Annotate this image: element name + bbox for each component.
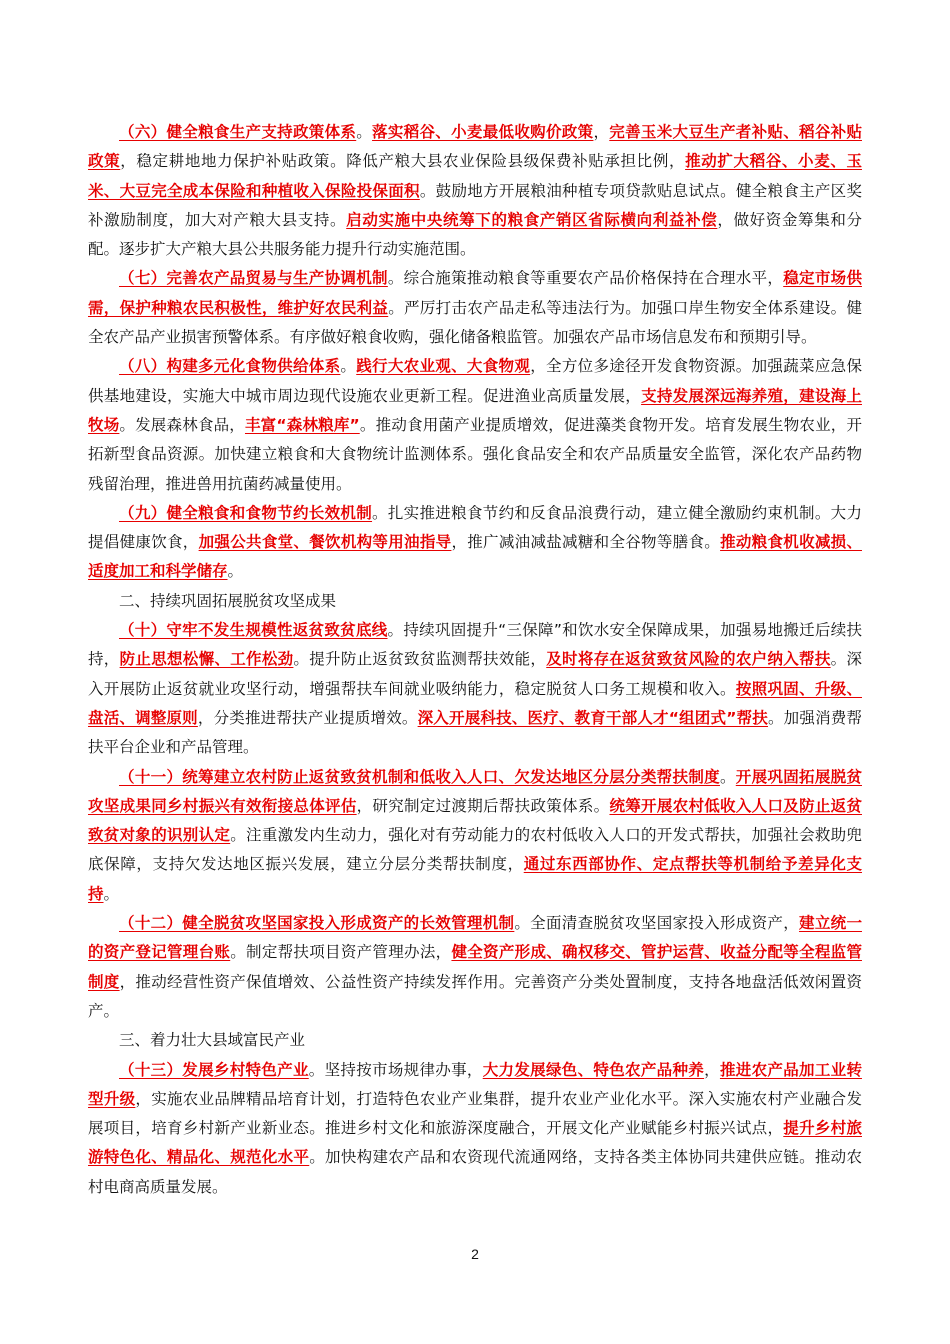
highlighted-text: 推动粮食机收减损、适度加工和科学储存	[88, 533, 862, 581]
paragraph-prevent-return-to-poverty: （十）守牢不发生规模性返贫致贫底线。持续巩固提升“三保障”和饮水安全保障成果，加强易地搬迁后续扶持，防止思想松懈、工作松劲。提升防止返贫致贫监测帮扶效能，及时将存在返贫致贫风险的农户纳入帮扶。深入开展防止返贫就业攻坚行动，增强帮扶车间就业吸纳能力，稳定脱贫人口务工规模和收入。按照巩固、升级、盘活、调整原则，分类推进帮扶产业提质增效。深入开展科技、医疗、教育干部人才“组团式”帮扶。加强消费帮扶平台企业和产品管理。	[88, 621, 862, 757]
highlighted-text: 践行大农业观、大食物观	[356, 357, 531, 376]
paragraph-grain-support-policy: （六）健全粮食生产支持政策体系。落实稻谷、小麦最低收购价政策，完善玉米大豆生产者补贴、稻谷补贴政策，稳定耕地地力保护补贴政策。降低产粮大县农业保险县级保费补贴承担比例，推动扩大稻谷、小麦、玉米、大豆完全成本保险和种植收入保险投保面积。鼓励地方开展粮油种植专项贷款贴息试点。健全粮食主产区奖补激励制度，加大对产粮大县支持。启动实施中央统筹下的粮食产销区省际横向利益补偿，做好资金筹集和分配。逐步扩大产粮大县公共服务能力提升行动实施范围。	[88, 123, 862, 259]
highlighted-text: 丰富“森林粮库”	[244, 415, 360, 434]
section-heading: （八）构建多元化食物供给体系	[119, 357, 341, 376]
highlighted-text: 推动扩大稻谷、小麦、玉米、大豆完全成本保险和种植收入保险投保面积	[88, 152, 862, 200]
section-heading: （十一）统筹建立农村防止返贫致贫机制和低收入人口、欠发达地区分层分类帮扶制度	[119, 767, 720, 786]
paragraph-trade-coordination: （七）完善农产品贸易与生产协调机制。综合施策推动粮食等重要农产品价格保持在合理水平，稳定市场供需，保护种粮农民积极性，维护好农民利益。严厉打击农产品走私等违法行为。加强口岸生物安全体系建设。健全农产品产业损害预警体系。有序做好粮食收购，强化储备粮监管。加强农产品市场信息发布和预期引导。	[88, 269, 862, 347]
paragraph-food-saving: （九）健全粮食和食物节约长效机制。扎实推进粮食节约和反食品浪费行动，建立健全激励约束机制。大力提倡健康饮食，加强公共食堂、餐饮机构等用油指导，推广减油减盐减糖和全谷物等膳食。推动粮食机收减损、适度加工和科学储存。	[88, 503, 862, 581]
document-body	[88, 118, 862, 1202]
section-heading: （十）守牢不发生规模性返贫致贫底线	[119, 621, 388, 640]
highlighted-text: 开展巩固拓展脱贫攻坚成果同乡村振兴有效衔接总体评估	[88, 767, 862, 815]
highlighted-text: 落实稻谷、小麦最低收购价政策	[372, 123, 594, 141]
chapter-heading-county-industries: 三、着力壮大县域富民产业	[119, 1031, 306, 1050]
highlighted-text: 完善玉米大豆生产者补贴、稻谷补贴政策	[88, 123, 862, 171]
section-heading: （十二）健全脱贫攻坚国家投入形成资产的长效管理机制	[119, 914, 515, 933]
section-heading: （十三）发展乡村特色产业	[119, 1060, 309, 1079]
highlighted-text: 及时将存在返贫致贫风险的农户纳入帮扶	[546, 650, 831, 669]
highlighted-text: 建立统一的资产登记管理台账	[88, 914, 862, 962]
chapter-heading-poverty-alleviation: 二、持续巩固拓展脱贫攻坚成果	[119, 591, 337, 610]
highlighted-text: 大力发展绿色、特色农产品种养	[482, 1060, 705, 1079]
highlighted-text: 提升乡村旅游特色化、精品化、规范化水平	[88, 1119, 862, 1167]
section-heading: （七）完善农产品贸易与生产协调机制	[119, 269, 388, 288]
highlighted-text: 稳定市场供需，保护种粮农民积极性，维护好农民利益	[88, 269, 862, 317]
page-number: 2	[471, 1246, 479, 1262]
section-heading: （六）健全粮食生产支持政策体系	[119, 123, 357, 141]
paragraph-rural-characteristic-industries: （十三）发展乡村特色产业。坚持按市场规律办事，大力发展绿色、特色农产品种养，推进农产品加工业转型升级，实施农业品牌精品培育计划，打造特色农业产业集群，提升农业产业化水平。深入实施农村产业融合发展项目，培育乡村新产业新业态。推进乡村文化和旅游深度融合，开展文化产业赋能乡村振兴试点，提升乡村旅游特色化、精品化、规范化水平。加快构建农产品和农资现代流通网络，支持各类主体协同共建供应链。推动农村电商高质量发展。	[88, 1060, 862, 1196]
section-heading: （九）健全粮食和食物节约长效机制	[119, 503, 373, 522]
paragraph-diversified-food-supply: （八）构建多元化食物供给体系。践行大农业观、大食物观，全方位多途径开发食物资源。加强蔬菜应急保供基地建设，实施大中城市周边现代设施农业更新工程。促进渔业高质量发展，支持发展深远海养殖，建设海上牧场。发展森林食品，丰富“森林粮库”。推动食用菌产业提质增效，促进藻类食物开发。培育发展生物农业，开拓新型食品资源。加快建立粮食和大食物统计监测体系。强化食品安全和农产品质量安全监管，深化农产品药物残留治理，推进兽用抗菌药减量使用。	[88, 357, 862, 493]
highlighted-text: 防止思想松懈、工作松劲	[119, 650, 294, 669]
highlighted-text: 深入开展科技、医疗、教育干部人才“组团式”帮扶	[417, 708, 768, 727]
highlighted-text: 推进农产品加工业转型升级	[88, 1060, 862, 1108]
highlighted-text: 启动实施中央统筹下的粮食产销区省际横向利益补偿	[346, 210, 718, 229]
highlighted-text: 通过东西部协作、定点帮扶等机制给予差异化支持	[88, 855, 862, 903]
highlighted-text: 支持发展深远海养殖，建设海上牧场	[88, 386, 862, 434]
highlighted-text: 按照巩固、升级、盘活、调整原则	[88, 679, 862, 727]
highlighted-text: 加强公共食堂、餐饮机构等用油指导	[198, 533, 452, 552]
paragraph-asset-management: （十二）健全脱贫攻坚国家投入形成资产的长效管理机制。全面清查脱贫攻坚国家投入形成资产，建立统一的资产登记管理台账。制定帮扶项目资产管理办法，健全资产形成、确权移交、管护运营、收益分配等全程监管制度，推动经营性资产保值增效、公益性资产持续发挥作用。完善资产分类处置制度，支持各地盘活低效闲置资产。	[88, 914, 862, 1020]
highlighted-text: 健全资产形成、确权移交、管护运营、收益分配等全程监管制度	[88, 943, 862, 991]
paragraph-tiered-assistance: （十一）统筹建立农村防止返贫致贫机制和低收入人口、欠发达地区分层分类帮扶制度。开展巩固拓展脱贫攻坚成果同乡村振兴有效衔接总体评估，研究制定过渡期后帮扶政策体系。统筹开展农村低收入人口及防止返贫致贫对象的识别认定。注重激发内生动力，强化对有劳动能力的农村低收入人口的开发式帮扶，加强社会救助兜底保障，支持欠发达地区振兴发展，建立分层分类帮扶制度，通过东西部协作、定点帮扶等机制给予差异化支持。	[88, 767, 862, 903]
highlighted-text: 统筹开展农村低收入人口及防止返贫致贫对象的识别认定	[88, 796, 862, 845]
